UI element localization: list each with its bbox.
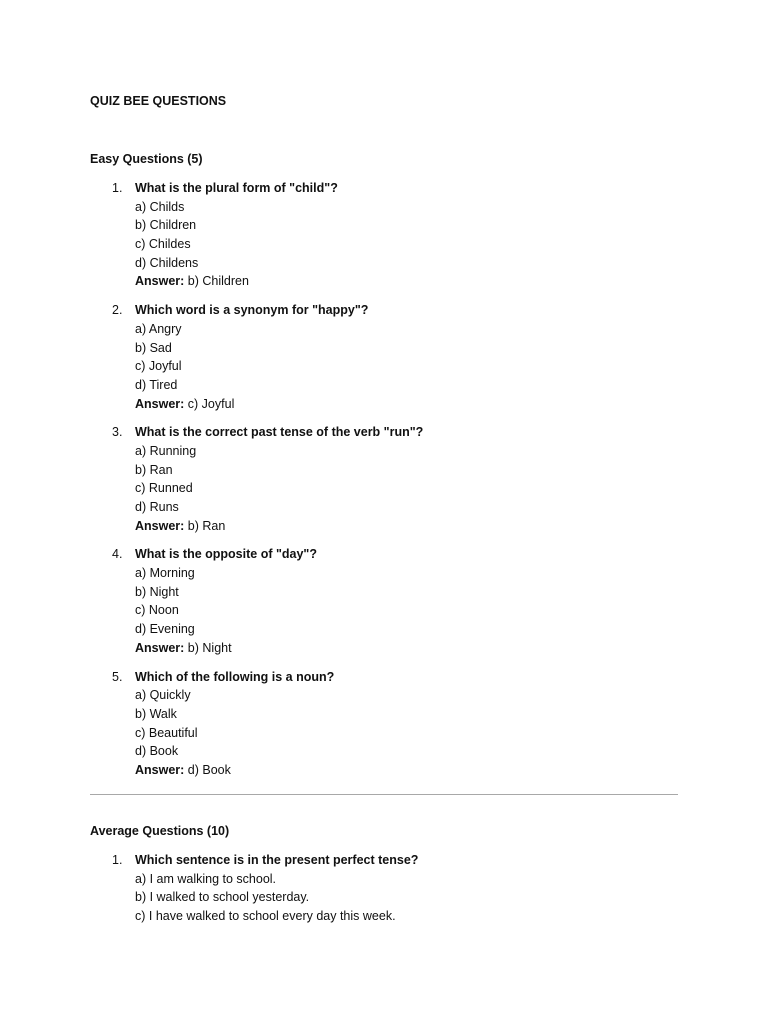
option-b: b) Walk: [135, 706, 177, 721]
easy-question-4: [90, 545, 678, 657]
option-d: d) Tired: [135, 377, 178, 392]
question-number: 2.: [112, 303, 123, 318]
option-c: c) I have walked to school every day this week.: [135, 909, 396, 924]
section-divider: [90, 794, 678, 795]
option-b: b) I walked to school yesterday.: [135, 890, 310, 905]
answer-value: b) Night: [184, 640, 232, 655]
average-questions-section: [90, 822, 678, 936]
question-number: 3.: [112, 425, 123, 440]
easy-section-heading: Easy Questions (5): [90, 152, 203, 166]
answer-line: [135, 761, 678, 780]
option-c: c) Joyful: [135, 359, 182, 374]
average-section-heading: Average Questions (10): [90, 824, 230, 838]
question-number: 4.: [112, 547, 123, 562]
option-b: b) Night: [135, 584, 179, 599]
answer-value: b) Ran: [184, 518, 226, 533]
answer-line: [135, 272, 678, 291]
option-d: d) Childens: [135, 255, 199, 270]
answer-label: Answer:: [135, 274, 185, 289]
question-text: Which word is a synonym for "happy"?: [135, 303, 369, 318]
option-d: d) Book: [135, 744, 179, 759]
question-text: Which sentence is in the present perfect tense?: [135, 853, 419, 867]
easy-question-list: [90, 179, 678, 780]
question-text: What is the opposite of "day"?: [135, 547, 317, 562]
option-c: c) Runned: [135, 481, 193, 496]
option-c: c) Noon: [135, 603, 179, 618]
average-question-1: [90, 851, 678, 926]
option-a: a) I am walking to school.: [135, 871, 277, 886]
easy-questions-section: [90, 150, 678, 790]
answer-line: [135, 395, 678, 414]
option-a: a) Running: [135, 443, 197, 458]
document-title: QUIZ BEE QUESTIONS: [90, 94, 227, 108]
easy-question-5: [90, 668, 678, 780]
option-b: b) Sad: [135, 340, 172, 355]
option-d: d) Runs: [135, 500, 179, 514]
option-a: a) Morning: [135, 566, 195, 581]
question-number: 1.: [112, 181, 123, 195]
option-b: b) Children: [135, 218, 197, 233]
option-b: b) Ran: [135, 462, 173, 477]
question-number: 1.: [112, 853, 123, 867]
answer-label: Answer:: [135, 762, 185, 777]
answer-label: Answer:: [135, 640, 185, 655]
answer-label: Answer:: [135, 518, 185, 533]
option-a: a) Childs: [135, 199, 185, 214]
answer-value: b) Children: [184, 274, 249, 289]
easy-question-3: [90, 423, 678, 535]
answer-line: [135, 517, 678, 536]
answer-value: c) Joyful: [184, 396, 235, 411]
answer-line: [135, 639, 678, 658]
option-a: a) Quickly: [135, 688, 191, 703]
question-text: What is the correct past tense of the verb "run"?: [135, 425, 424, 440]
option-c: c) Beautiful: [135, 725, 198, 740]
question-number: 5.: [112, 669, 123, 684]
option-d: d) Evening: [135, 622, 195, 637]
average-question-list: [90, 851, 678, 926]
easy-question-1: [90, 179, 678, 291]
easy-question-2: [90, 301, 678, 413]
answer-value: d) Book: [184, 762, 231, 777]
question-text: What is the plural form of "child"?: [135, 181, 338, 195]
answer-label: Answer:: [135, 396, 185, 411]
option-c: c) Childes: [135, 237, 191, 252]
option-a: a) Angry: [135, 321, 182, 336]
question-text: Which of the following is a noun?: [135, 669, 335, 684]
